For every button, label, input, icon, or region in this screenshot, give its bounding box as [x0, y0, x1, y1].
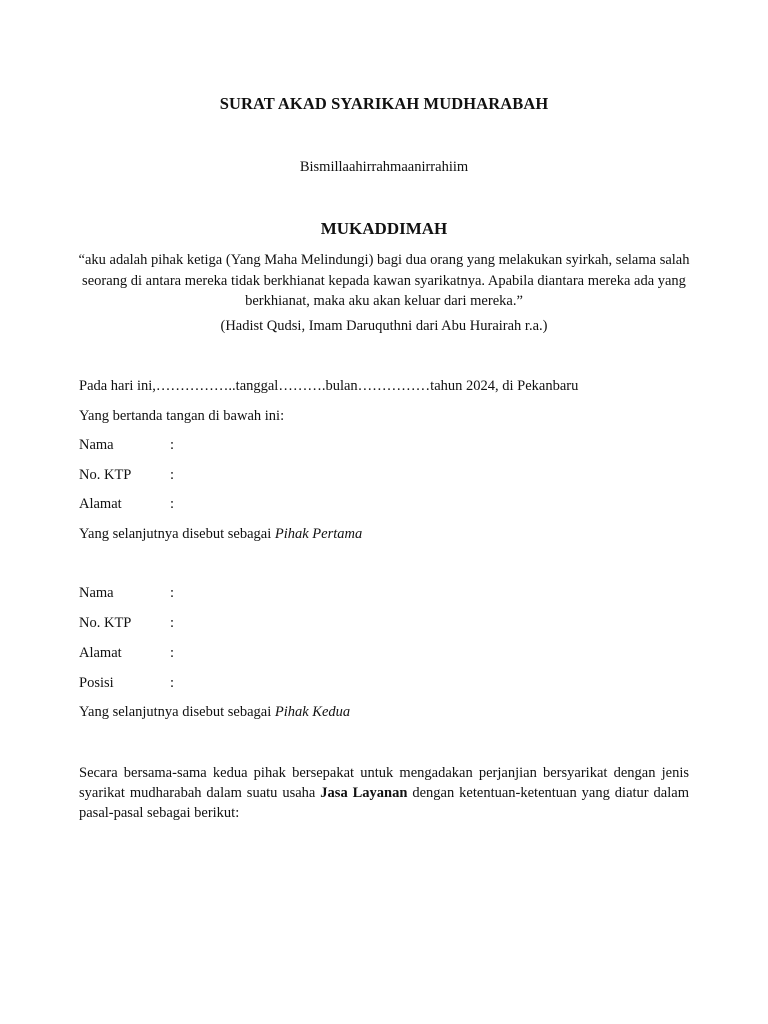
agreement-paragraph [79, 763, 689, 823]
designation-role: Pihak Pertama [274, 526, 363, 542]
field-colon: : [170, 496, 175, 512]
signatories-intro: Yang bertanda tangan di bawah ini: [79, 408, 285, 424]
designation-prefix: Yang selanjutnya disebut sebagai [79, 526, 275, 542]
pihak-pertama-designation [79, 526, 362, 543]
document-title: SURAT AKAD SYARIKAH MUDHARABAH [219, 94, 549, 113]
field-colon: : [170, 615, 175, 631]
designation-prefix: Yang selanjutnya disebut sebagai [79, 704, 275, 720]
field-label-nama: Nama [79, 437, 114, 453]
field-colon: : [170, 437, 175, 453]
hadith-source: (Hadist Qudsi, Imam Daruquthni dari Abu Hurairah r.a.) [220, 318, 548, 334]
hadith-quote: “aku adalah pihak ketiga (Yang Maha Melindungi) bagi dua orang yang melakukan syirkah, selama salah seorang di antara mereka tidak berkhianat kepada kawan syarikatnya. Apabila diantara mereka ada yang berkhianat, maka aku akan keluar dari mereka.” [78, 252, 690, 309]
field-label-no-ktp: No. KTP [79, 467, 132, 483]
designation-role: Pihak Kedua [274, 704, 351, 720]
field-colon: : [170, 645, 175, 661]
field-label-posisi: Posisi [79, 675, 114, 691]
basmalah: Bismillaahirrahmaanirrahiim [299, 159, 469, 175]
field-label-nama: Nama [79, 585, 114, 601]
field-colon: : [170, 585, 175, 601]
field-label-alamat: Alamat [79, 496, 122, 512]
business-name: Jasa Layanan [320, 785, 408, 801]
closing-text-part2: dengan ketentuan-ketentuan yang diatur dalam pasal-pasal sebagai berikut: [79, 785, 689, 821]
field-colon: : [170, 675, 175, 691]
closing-text-part1: Secara bersama-sama kedua pihak bersepakat untuk mengadakan perjanjian bersyarikat dengan jenis syarikat mudharabah dalam suatu usaha [79, 765, 689, 801]
field-label-alamat: Alamat [79, 645, 122, 661]
date-line: Pada hari ini,……………..tanggal……….bulan……………tahun 2024, di Pekanbaru [79, 378, 579, 394]
pihak-kedua-designation [79, 704, 350, 721]
field-colon: : [170, 467, 175, 483]
mukaddimah-heading: MUKADDIMAH [320, 219, 448, 238]
field-label-no-ktp: No. KTP [79, 615, 132, 631]
